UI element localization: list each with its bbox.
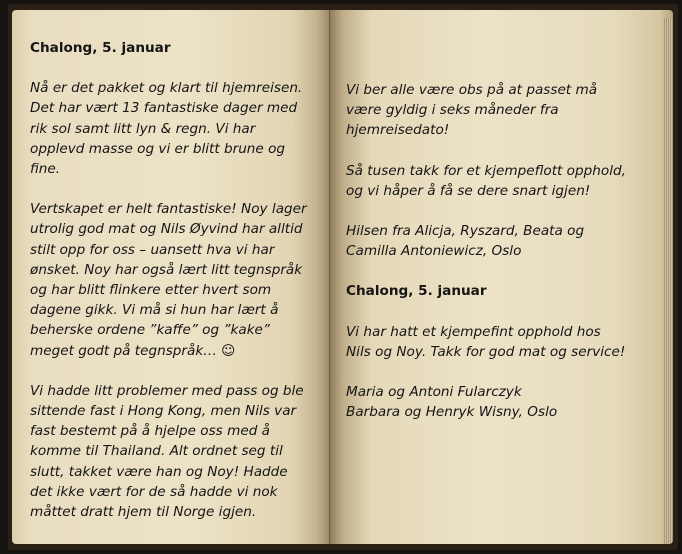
entry-paragraph: Vi hadde litt problemer med pass og ble sittende fast i Hong Kong, men Nils var fast bestemt på å hjelpe oss med å komme til Thailand. Alt ordnet seg til slutt, takket være han og Noy! Hadde det ikke vært for de så hadde vi nok måttet dratt hjem til Norge igjen. [30, 382, 304, 521]
entry-signature: Maria og Antoni Fularczyk Barbara og Henryk Wisny, Oslo [346, 384, 558, 421]
entry-heading: Chalong, 5. januar [30, 40, 171, 56]
entry-paragraph: Vi ber alle være obs på at passet må være gyldig i seks måneder fra hjemreisedato! [346, 82, 598, 139]
entry-heading: Chalong, 5. januar [346, 283, 487, 300]
left-page [12, 10, 330, 544]
entry-signature: Hilsen fra Alicja, Ryszard, Beata og Camilla Antoniewicz, Oslo [346, 223, 585, 260]
entry-paragraph: Så tusen takk for et kjempeflott opphold, og vi håper å få se dere snart igjen! [346, 162, 626, 199]
entry-paragraph: Nå er det pakket og klart til hjemreisen. Det har vært 13 fantastiske dager med rik sol samt litt lyn & regn. Vi har opplevd masse og vi er blitt brune og fine. [30, 80, 303, 178]
entry-paragraph: Vi har hatt et kjempefint opphold hos Nils og Noy. Takk for god mat og service! [346, 323, 626, 360]
page-edges [663, 18, 673, 544]
open-book [8, 4, 678, 550]
entry-paragraph: Vertskapet er helt fantastiske! Noy lager utrolig god mat og Nils Øyvind har alltid stilt opp for oss – uansett hva vi har ønsket. Noy har også lært litt tegnspråk og har blitt flinkere etter hvert som dagene gikk. Vi må si hun har lært å beherske ordene ”kaffe” og ”kake” meget godt på tegnspråk… ☺ [30, 201, 307, 359]
right-page [330, 10, 673, 544]
